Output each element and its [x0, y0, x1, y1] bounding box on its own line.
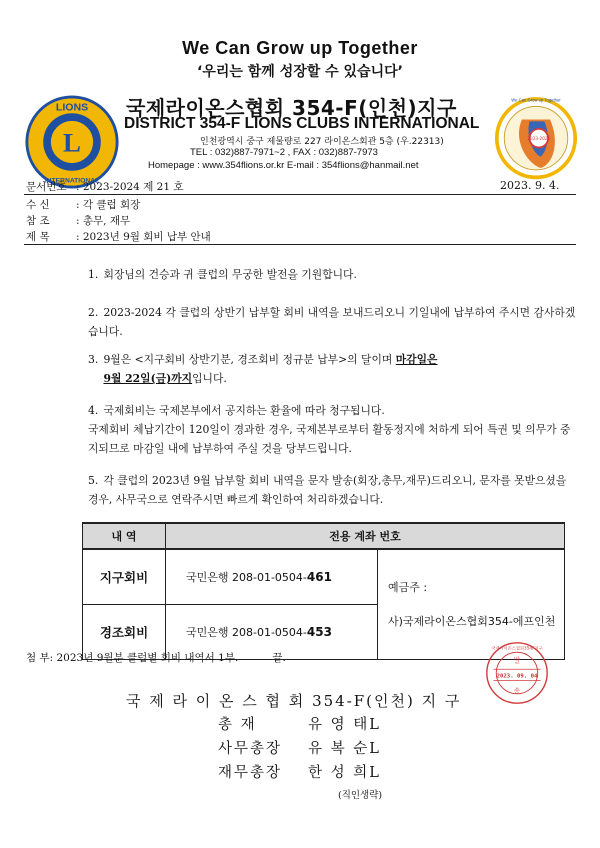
- reference-value: : 총무, 재무: [76, 215, 131, 227]
- stamp-top-text: 국제라이온스협회354F지구: [491, 645, 543, 651]
- org-name-english: DISTRICT 354-F LIONS CLUBS INTERNATIONAL: [124, 115, 480, 132]
- row-label-condolence-dues: 경조회비: [83, 605, 166, 660]
- account-table-header: [83, 523, 565, 549]
- owner-label: 예금주 :: [388, 581, 428, 594]
- body-item-2: 2. 2023-2024 각 클럽의 상반기 납부할 회비 내역을 보내드리오니 기일내에 납부하여 주시면 감사하겠습니다.: [88, 306, 576, 338]
- deadline-date: 9월 22일(금)까지: [103, 372, 193, 385]
- account-number-condolence: 국민은행 208-01-0504-453: [166, 605, 378, 660]
- header-account: 전용 계좌 번호: [166, 523, 565, 549]
- signature-line: [218, 737, 381, 758]
- recipient-value: : 각 클럽 회장: [76, 199, 141, 211]
- recipient: [26, 197, 140, 212]
- signature-mark: L: [369, 765, 381, 781]
- body-item-3: 3. 9월은 <지구회비 상반기분, 경조회비 정규분 납부>의 달이며 마감일은 9월 22일(금)까지입니다.: [88, 353, 438, 385]
- signature-mark: L: [369, 741, 381, 757]
- logo-top-text: LIONS: [55, 101, 89, 114]
- attachment-label: 첨 부: [26, 652, 50, 664]
- reference: [26, 213, 130, 228]
- owner-name: 사)국제라이온스협회354-에프인천: [388, 615, 556, 628]
- signature-name: 유 영 태: [308, 717, 370, 733]
- org-name-korean: 국제라이온스협회 354-F(인천)지구: [126, 96, 457, 120]
- deadline-label: 마감일은: [395, 353, 438, 366]
- account-number-district: 국민은행 208-01-0504-461: [166, 549, 378, 605]
- signature-name: 한 성 희: [308, 765, 370, 781]
- stamp-bottom-text: 송: [513, 686, 521, 695]
- divider-bottom: [24, 244, 576, 245]
- signature-title: 총 재: [218, 717, 257, 733]
- doc-number-label: 문서번호: [26, 181, 67, 193]
- doc-date: 2023. 9. 4.: [500, 179, 560, 192]
- org-address: 인천광역시 중구 제물량로 227 라이온스회관 5층 (우.22313): [200, 137, 444, 147]
- slogan-korean: ‘우리는 함께 성장할 수 있습니다’: [197, 64, 403, 80]
- body-item-5-text: 각 클럽의 2023년 9월 납부할 회비 내역을 문자 발송(회장,총무,재무)드리오니, 문자를 못받으셨을 경우, 사무국으로 연락주시면 빠르게 확인하여 처리하겠습니다.: [88, 474, 567, 506]
- body-item-5: 5. 각 클럽의 2023년 9월 납부할 회비 내역을 문자 발송(회장,총무,재무)드리오니, 문자를 못받으셨을 경우, 사무국으로 연락주시면 빠르게 확인하여 처리하겠습니다.: [88, 474, 567, 506]
- subject: [26, 229, 211, 244]
- table-row: [83, 549, 565, 605]
- body-item-4-line1: 국제회비는 국제본부에서 공지하는 환율에 따라 청구됩니다.: [103, 404, 385, 417]
- attachment-text: : 2023년 9월분 클럽별 회비 내역서 1부.: [49, 652, 239, 664]
- body-item-1-text: 회장님의 건승과 귀 클럽의 무궁한 발전을 기원합니다.: [103, 268, 357, 281]
- signature-title: 사무총장: [218, 741, 283, 757]
- body-item-1: 1. 회장님의 건승과 귀 클럽의 무궁한 발전을 기원합니다.: [88, 268, 357, 281]
- logo-letter: L: [63, 127, 81, 158]
- signature-line: [218, 713, 381, 734]
- body-item-4: 4. 국제회비는 국제본부에서 공지하는 환율에 따라 청구됩니다. 국제회비 체납기간이 120일이 경과한 경우, 국제본부로부터 활동정지에 처하게 되어 특권 및 의무가 중지되므로 마감일 내에 납부하여 주실 것을 당부드립니다.: [88, 404, 571, 455]
- attachment: [26, 650, 286, 665]
- reference-label: 참 조: [26, 215, 50, 227]
- signature-mark: L: [369, 717, 381, 733]
- body-item-2-text: 2023-2024 각 클럽의 상반기 납부할 회비 내역을 보내드리오니 기일내에 납부하여 주시면 감사하겠습니다.: [88, 306, 576, 338]
- slogan-english: We Can Grow up Together: [182, 38, 418, 58]
- divider-top: [24, 194, 576, 195]
- recipient-label: 수 신: [26, 199, 50, 211]
- signature-name: 유 복 순: [308, 741, 370, 757]
- body-item-4-line2: 국제회비 체납기간이 120일이 경과한 경우, 국제본부로부터 활동정지에 처하게 되어 특권 및 의무가 중지되므로 마감일 내에 납부하여 주실 것을 당부드립니다.: [88, 423, 571, 455]
- signature-org: 국 제 라 이 온 스 협 회 354-F(인천) 지 구: [126, 692, 462, 710]
- logo-right-year: 2023-2024: [527, 136, 551, 141]
- dispatch-stamp-icon: [484, 640, 550, 706]
- header-item: 내 역: [83, 523, 166, 549]
- body-item-3-text: 9월은 <지구회비 상반기분, 경조회비 정규분 납부>의 달이며: [103, 353, 396, 366]
- doc-number: [26, 179, 184, 194]
- org-tel-fax: TEL : 032)887-7971~2 , FAX : 032)887-7973: [190, 147, 378, 158]
- seal-omitted: (직인생략): [338, 790, 383, 801]
- district-logo-icon: [494, 92, 578, 188]
- row-label-district-dues: 지구회비: [83, 549, 166, 605]
- subject-label: 제 목: [26, 231, 50, 243]
- stamp-mid-text: 발: [513, 656, 521, 665]
- signature-line: [218, 761, 381, 782]
- doc-number-value: : 2023-2024 제 21 호: [76, 181, 184, 193]
- org-homepage-email: Homepage : www.354flions.or.kr E-mail : 354flions@hanmail.net: [148, 160, 419, 171]
- signature-title: 재무총장: [218, 765, 283, 781]
- stamp-date-text: 2023. 09. 04: [496, 673, 538, 680]
- attachment-end: 끝.: [272, 652, 286, 664]
- logo-right-arc-text: We Can Grow up Together: [511, 97, 561, 103]
- logo-bottom-text: INTERNATIONAL: [44, 177, 100, 185]
- body-item-3-post: 입니다.: [192, 372, 227, 385]
- subject-value: : 2023년 9월 회비 납부 안내: [76, 231, 211, 243]
- lions-logo-icon: [24, 94, 120, 190]
